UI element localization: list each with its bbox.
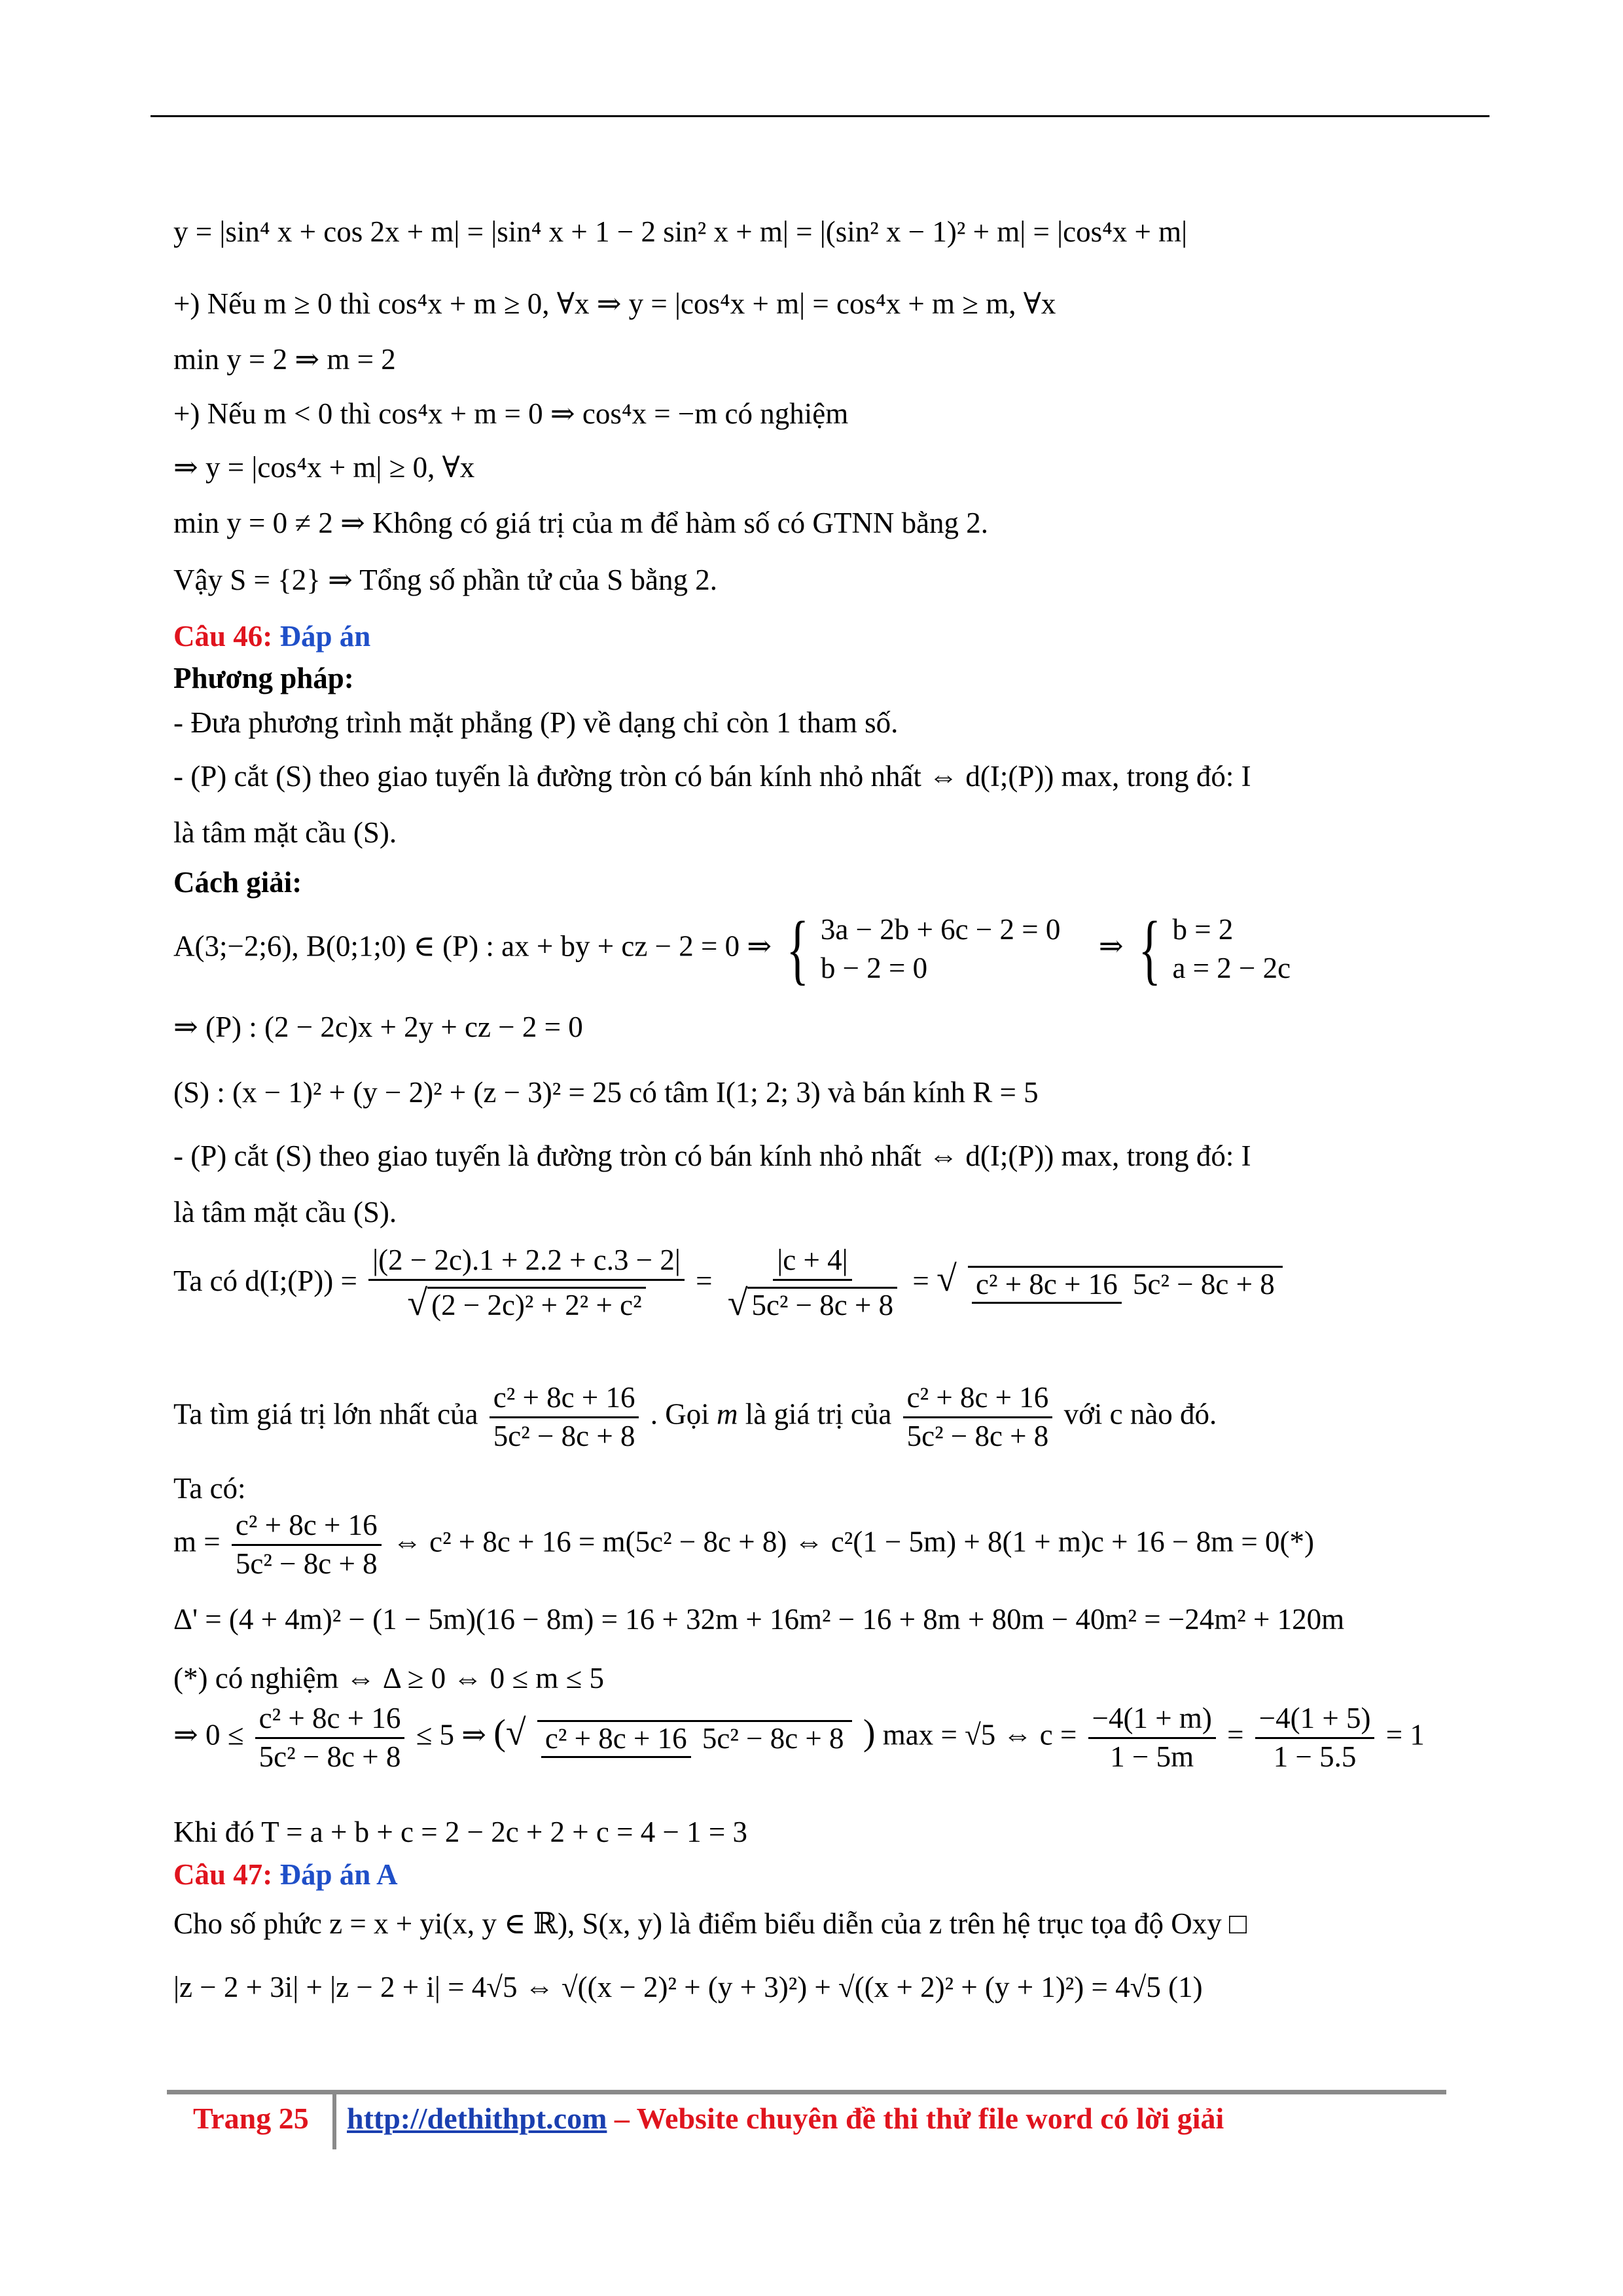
distance-eq-2: =	[912, 1264, 929, 1297]
method-step-3: là tâm mặt cầu (S).	[173, 816, 397, 849]
sphere-equation: (S) : (x − 1)² + (y − 2)² + (z − 3)² = 25 có tâm I(1; 2; 3) và bán kính R = 5	[173, 1076, 1039, 1109]
page-number: Trang 25	[193, 2102, 309, 2135]
set-s-conclusion: Vậy S = {2} ⇒ Tổng số phần tử của S bằng 2.	[173, 564, 718, 596]
q46-answer: Đáp án	[279, 620, 371, 653]
plane-system	[173, 905, 1291, 992]
distance-frac-3-den: 5c² − 8c + 8	[1133, 1268, 1275, 1301]
bound-frac-2-den: 5c² − 8c + 8	[702, 1721, 844, 1755]
distance-frac-2-den: 5c² − 8c + 8	[747, 1287, 897, 1323]
eq-y: y = |sin⁴ x + cos 2x + m| = |sin⁴ x + 1 − 2 sin² x + m| = |(sin² x − 1)² + m| = |cos⁴x + m|	[173, 215, 1188, 248]
bound-a: ⇒ 0 ≤	[173, 1718, 244, 1751]
max-search-a: Ta tìm giá trị lớn nhất của	[173, 1397, 478, 1431]
max-search-frac-2-den: 5c² − 8c + 8	[906, 1419, 1049, 1452]
max-search-frac-2	[903, 1381, 1053, 1454]
bound-frac-4	[1255, 1702, 1375, 1774]
max-search-c: là giá trị của	[745, 1397, 892, 1431]
bound-frac-3-den: 1 − 5m	[1110, 1740, 1194, 1773]
sphere-center-note: là tâm mặt cầu (S).	[173, 1196, 397, 1229]
distance-frac-2-num: |c + 4|	[773, 1244, 851, 1281]
distance-frac-1: $\frac{|(2 - 2c).1 + 2.2 + c.3 - 2|}{\text{√ (2 − 2c)² + 2² + c²}}$	[368, 1244, 685, 1324]
bound-frac-4-den: 1 − 5.5	[1273, 1740, 1357, 1773]
distance-frac-3	[968, 1266, 1283, 1302]
method-step-2: - (P) cắt (S) theo giao tuyến là đường tròn có bán kính nhỏ nhất ⇔ d(I;(P)) max, trong đó: I	[173, 760, 1251, 793]
bound-line: ⇒ 0 ≤ $\frac{\text{c² + 8c + 16}}{\text{5c² − 8c + 8}}$ ≤ 5 ⇒ (√ c² + 8c + 16 5c² − 8c + 8 ) max = √5 ⇔ c = $\frac{-4(1 + m)}{1 - 5m}$ = $\frac{-4(1 + 5)}{1 - 5.5}$ = 1	[173, 1702, 1425, 1773]
max-search-frac-1-num: c² + 8c + 16	[490, 1381, 639, 1418]
bound-frac-3-num: −4(1 + m)	[1088, 1702, 1216, 1739]
solution-title: Cách giải:	[173, 866, 302, 899]
root-condition: (*) có nghiệm ⇔ Δ ≥ 0 ⇔ 0 ≤ m ≤ 5	[173, 1662, 604, 1695]
bound-frac-4-num: −4(1 + 5)	[1255, 1702, 1375, 1739]
max-search-b: . Gọi	[650, 1397, 709, 1431]
system-1	[779, 905, 1061, 992]
method-title: Phương pháp:	[173, 662, 354, 694]
system-2-eq-1: b = 2	[1172, 912, 1234, 946]
bound-frac-2	[537, 1720, 852, 1756]
m-eq-frac-den: 5c² − 8c + 8	[235, 1547, 378, 1580]
min-y-conclusion: min y = 0 ≠ 2 ⇒ Không có giá trị của m để hàm số có GTNN bằng 2.	[173, 507, 989, 539]
system-1-eq-2: b − 2 = 0	[820, 952, 928, 984]
system-2-eq-2: a = 2 − 2c	[1172, 952, 1291, 984]
distance-eq-1: =	[696, 1264, 713, 1297]
q46-label: Câu 46:	[173, 620, 273, 653]
q47-modulus-eq: |z − 2 + 3i| + |z − 2 + i| = 4√5 ⇔ √((x − 2)² + (y + 3)²) + √((x + 2)² + (y + 1)²) = 4√5 (1)	[173, 1971, 1203, 2003]
case-m-neg: +) Nếu m < 0 thì cos⁴x + m = 0 ⇒ cos⁴x = −m có nghiệm	[173, 397, 849, 430]
case-m-nonneg: +) Nếu m ≥ 0 thì cos⁴x + m ≥ 0, ∀x ⇒ y = |cos⁴x + m| = cos⁴x + m ≥ m, ∀x	[173, 287, 1056, 320]
max-search-line	[173, 1381, 1217, 1454]
bound-eq: =	[1227, 1718, 1244, 1751]
ta-co-label: Ta có:	[173, 1472, 246, 1505]
header-rule	[151, 115, 1489, 117]
bound-frac-3	[1088, 1702, 1216, 1774]
q47-label: Câu 47:	[173, 1858, 273, 1891]
distance-lead: Ta có d(I;(P)) =	[173, 1264, 357, 1297]
distance-frac-1-den: (2 − 2c)² + 2² + c²	[427, 1287, 646, 1323]
brace-2: {	[1138, 905, 1161, 992]
intersection-note: - (P) cắt (S) theo giao tuyến là đường tròn có bán kính nhỏ nhất ⇔ d(I;(P)) max, trong đó: I	[173, 1139, 1251, 1172]
site-tagline: – Website chuyên đề thi thử file word có lời giải	[607, 2102, 1224, 2135]
system-1-eq-1: 3a − 2b + 6c − 2 = 0	[820, 912, 1061, 946]
m-eq-rest: ⇔ c² + 8c + 16 = m(5c² − 8c + 8) ⇔ c²(1 − 5m) + 8(1 + m)c + 16 − 8m = 0(*)	[392, 1525, 1314, 1558]
bound-c: max = √5 ⇔ c =	[882, 1718, 1077, 1751]
q47-answer: Đáp án A	[279, 1858, 398, 1891]
footer-divider	[332, 2092, 336, 2149]
max-search-d: với c nào đó.	[1063, 1397, 1217, 1431]
distance-formula: Ta có d(I;(P)) = $\frac{|(2 - 2c).1 + 2.2 + c.3 - 2|}{\text{√ (2 − 2c)² + 2² + c²}}$ = $\frac{|c + 4|}{\text{√ 5c² − 8c + 8}}$ = √ c² + 8c + 16 5c² − 8c + 8	[173, 1244, 1287, 1324]
bound-frac-2-num: c² + 8c + 16	[541, 1722, 691, 1758]
q46-heading	[173, 620, 370, 653]
brace-1: {	[786, 905, 810, 992]
max-search-frac-1-den: 5c² − 8c + 8	[493, 1419, 635, 1452]
method-step-1: - Đưa phương trình mặt phẳng (P) về dạng chỉ còn 1 tham số.	[173, 706, 899, 739]
bound-frac-1	[255, 1702, 405, 1774]
plane-points: A(3;−2;6), B(0;1;0) ∈ (P) : ax + by + cz − 2 = 0 ⇒	[173, 929, 772, 963]
bound-frac-1-den: 5c² − 8c + 8	[259, 1740, 401, 1773]
bound-frac-1-num: c² + 8c + 16	[255, 1702, 405, 1739]
q47-complex-def: Cho số phức z = x + yi(x, y ∈ ℝ), S(x, y) là điểm biểu diễn của z trên hệ trục tọa độ Oxy □	[173, 1907, 1247, 1940]
site-link[interactable]: http://dethithpt.com	[347, 2102, 607, 2135]
m-eq-frac	[232, 1509, 382, 1581]
t-result: Khi đó T = a + b + c = 2 − 2c + 2 + c = 4 − 1 = 3	[173, 1816, 748, 1848]
min-y-eq: min y = 2 ⇒ m = 2	[173, 343, 396, 376]
implies-y: ⇒ y = |cos⁴x + m| ≥ 0, ∀x	[173, 451, 475, 484]
system-2	[1131, 905, 1291, 992]
discriminant: Δ' = (4 + 4m)² − (1 − 5m)(16 − 8m) = 16 + 32m + 16m² − 16 + 8m + 80m − 40m² = −24m² + 120m	[173, 1603, 1345, 1636]
distance-frac-3-num: c² + 8c + 16	[972, 1268, 1122, 1304]
max-search-frac-2-num: c² + 8c + 16	[903, 1381, 1053, 1418]
bound-b: ≤ 5 ⇒	[416, 1718, 487, 1751]
max-search-frac-1	[490, 1381, 639, 1454]
m-eq-frac-num: c² + 8c + 16	[232, 1509, 382, 1546]
bound-end: = 1	[1385, 1718, 1425, 1751]
system-arrow: ⇒	[1098, 929, 1124, 963]
footer-rule	[167, 2090, 1446, 2094]
distance-frac-1-num: |(2 − 2c).1 + 2.2 + c.3 − 2|	[368, 1244, 685, 1281]
m-equation	[173, 1509, 1314, 1581]
distance-frac-2: $\frac{|c + 4|}{\text{√ 5c² − 8c + 8}}$	[724, 1244, 901, 1324]
max-search-m: m	[716, 1397, 738, 1431]
plane-equation: ⇒ (P) : (2 − 2c)x + 2y + cz − 2 = 0	[173, 1011, 583, 1043]
q47-heading	[173, 1859, 398, 1892]
m-eq-lead: m =	[173, 1525, 221, 1558]
footer-text	[347, 2101, 1224, 2136]
